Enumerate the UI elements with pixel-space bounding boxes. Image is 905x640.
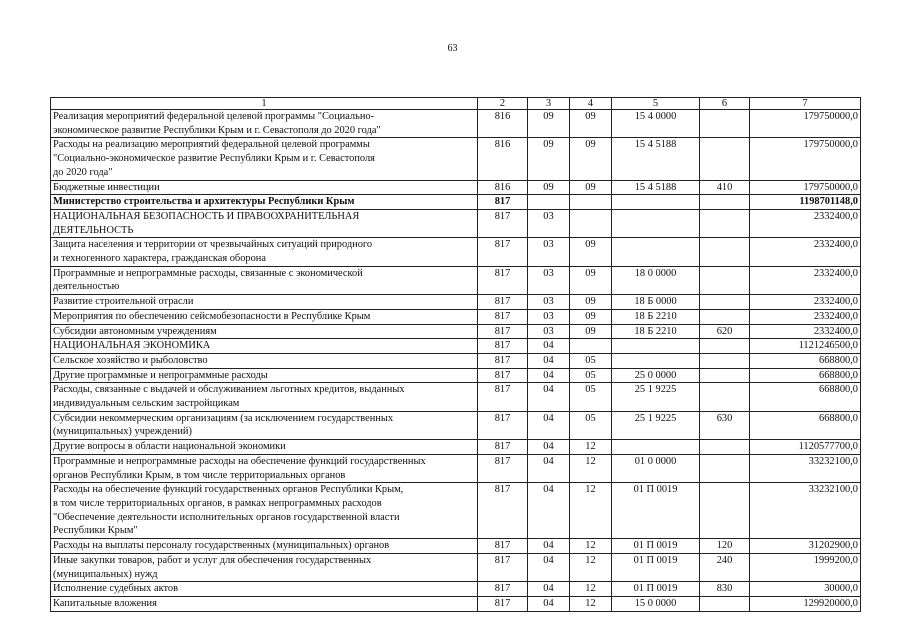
row-section-cell: 04 xyxy=(528,539,570,554)
row-target-cell: 18 Б 0000 xyxy=(612,295,700,310)
table-row xyxy=(51,339,861,354)
row-section-cell: 04 xyxy=(528,440,570,455)
row-target-cell xyxy=(612,353,700,368)
row-amount-cell: 2332400,0 xyxy=(750,295,861,310)
row-expense-type-cell: 630 xyxy=(700,411,750,439)
row-subsection-cell: 12 xyxy=(570,596,612,611)
table-row xyxy=(51,483,861,539)
row-subsection-cell: 09 xyxy=(570,138,612,180)
row-subsection-cell: 09 xyxy=(570,324,612,339)
row-expense-type-cell xyxy=(700,454,750,482)
row-amount-cell: 30000,0 xyxy=(750,582,861,597)
row-code-cell: 817 xyxy=(478,266,528,294)
row-name-cell: Расходы, связанные с выдачей и обслуживанием льготных кредитов, выданных индивидуальным сельским застройщикам xyxy=(51,383,478,411)
row-amount-cell: 33232100,0 xyxy=(750,454,861,482)
row-expense-type-cell: 410 xyxy=(700,180,750,195)
row-target-cell: 01 П 0019 xyxy=(612,553,700,581)
row-section-cell: 04 xyxy=(528,368,570,383)
row-name-cell: Субсидии автономным учреждениям xyxy=(51,324,478,339)
row-name-cell: Мероприятия по обеспечению сейсмобезопасности в Республике Крым xyxy=(51,309,478,324)
table-row xyxy=(51,411,861,439)
row-amount-cell: 179750000,0 xyxy=(750,180,861,195)
row-amount-cell: 1120577700,0 xyxy=(750,440,861,455)
row-expense-type-cell xyxy=(700,138,750,180)
table-row xyxy=(51,383,861,411)
row-expense-type-cell xyxy=(700,440,750,455)
row-section-cell: 03 xyxy=(528,266,570,294)
row-expense-type-cell xyxy=(700,209,750,237)
row-section-cell: 04 xyxy=(528,582,570,597)
row-code-cell: 817 xyxy=(478,553,528,581)
row-subsection-cell: 12 xyxy=(570,582,612,597)
row-target-cell xyxy=(612,209,700,237)
row-section-cell: 04 xyxy=(528,383,570,411)
row-amount-cell: 668800,0 xyxy=(750,368,861,383)
row-name-cell: Субсидии некоммерческим организациям (за исключением государственных (муниципальных) учреждений) xyxy=(51,411,478,439)
row-section-cell: 09 xyxy=(528,110,570,138)
row-name-cell: Министерство строительства и архитектуры Республики Крым xyxy=(51,195,478,210)
row-target-cell: 25 1 9225 xyxy=(612,411,700,439)
row-name-cell: Другие программные и непрограммные расходы xyxy=(51,368,478,383)
row-name-cell: Исполнение судебных актов xyxy=(51,582,478,597)
header-cell: 3 xyxy=(528,98,570,110)
row-target-cell: 15 4 5188 xyxy=(612,180,700,195)
row-code-cell: 817 xyxy=(478,454,528,482)
table-row xyxy=(51,368,861,383)
row-code-cell: 817 xyxy=(478,238,528,266)
row-subsection-cell: 09 xyxy=(570,110,612,138)
row-name-cell: НАЦИОНАЛЬНАЯ ЭКОНОМИКА xyxy=(51,339,478,354)
table-row xyxy=(51,195,861,210)
row-subsection-cell: 05 xyxy=(570,383,612,411)
row-expense-type-cell: 240 xyxy=(700,553,750,581)
row-code-cell: 817 xyxy=(478,582,528,597)
row-subsection-cell: 12 xyxy=(570,454,612,482)
row-name-cell: НАЦИОНАЛЬНАЯ БЕЗОПАСНОСТЬ И ПРАВООХРАНИТЕЛЬНАЯ ДЕЯТЕЛЬНОСТЬ xyxy=(51,209,478,237)
row-target-cell xyxy=(612,238,700,266)
row-target-cell: 01 П 0019 xyxy=(612,582,700,597)
row-subsection-cell: 05 xyxy=(570,411,612,439)
row-expense-type-cell xyxy=(700,339,750,354)
table-row xyxy=(51,180,861,195)
row-amount-cell: 2332400,0 xyxy=(750,238,861,266)
row-subsection-cell xyxy=(570,339,612,354)
row-expense-type-cell: 120 xyxy=(700,539,750,554)
row-target-cell: 15 0 0000 xyxy=(612,596,700,611)
row-expense-type-cell xyxy=(700,295,750,310)
table-row xyxy=(51,553,861,581)
row-target-cell: 01 П 0019 xyxy=(612,539,700,554)
row-code-cell: 816 xyxy=(478,138,528,180)
row-target-cell: 25 1 9225 xyxy=(612,383,700,411)
row-expense-type-cell xyxy=(700,266,750,294)
row-code-cell: 817 xyxy=(478,309,528,324)
row-target-cell: 18 Б 2210 xyxy=(612,324,700,339)
row-amount-cell: 1999200,0 xyxy=(750,553,861,581)
row-amount-cell: 179750000,0 xyxy=(750,138,861,180)
row-section-cell: 09 xyxy=(528,180,570,195)
row-section-cell: 04 xyxy=(528,454,570,482)
table-row xyxy=(51,266,861,294)
table-row xyxy=(51,596,861,611)
table-row xyxy=(51,295,861,310)
table-row xyxy=(51,582,861,597)
row-section-cell: 04 xyxy=(528,411,570,439)
row-subsection-cell: 09 xyxy=(570,295,612,310)
table-row xyxy=(51,138,861,180)
row-target-cell: 15 4 0000 xyxy=(612,110,700,138)
row-amount-cell: 179750000,0 xyxy=(750,110,861,138)
row-amount-cell: 668800,0 xyxy=(750,411,861,439)
row-section-cell: 03 xyxy=(528,324,570,339)
row-expense-type-cell xyxy=(700,383,750,411)
row-code-cell: 817 xyxy=(478,195,528,210)
row-code-cell: 817 xyxy=(478,339,528,354)
row-name-cell: Капитальные вложения xyxy=(51,596,478,611)
row-name-cell: Развитие строительной отрасли xyxy=(51,295,478,310)
row-target-cell xyxy=(612,195,700,210)
row-code-cell: 817 xyxy=(478,483,528,539)
row-amount-cell: 2332400,0 xyxy=(750,324,861,339)
row-subsection-cell: 09 xyxy=(570,266,612,294)
header-cell: 5 xyxy=(612,98,700,110)
row-amount-cell: 668800,0 xyxy=(750,353,861,368)
header-row xyxy=(51,98,861,110)
row-target-cell: 18 Б 2210 xyxy=(612,309,700,324)
table-row xyxy=(51,440,861,455)
row-target-cell xyxy=(612,339,700,354)
row-subsection-cell: 09 xyxy=(570,238,612,266)
row-subsection-cell: 05 xyxy=(570,368,612,383)
row-section-cell: 03 xyxy=(528,238,570,266)
header-cell: 2 xyxy=(478,98,528,110)
row-section-cell: 03 xyxy=(528,209,570,237)
row-subsection-cell: 09 xyxy=(570,309,612,324)
row-name-cell: Расходы на обеспечение функций государственных органов Республики Крым, в том числе территориальных органов, в рамках непрограммных расходов "Обеспечение деятельности исполнительных органов государственной власти Республики Крым" xyxy=(51,483,478,539)
row-expense-type-cell xyxy=(700,353,750,368)
row-subsection-cell: 05 xyxy=(570,353,612,368)
row-amount-cell: 31202900,0 xyxy=(750,539,861,554)
row-expense-type-cell xyxy=(700,195,750,210)
table-row xyxy=(51,353,861,368)
row-section-cell: 04 xyxy=(528,553,570,581)
row-name-cell: Бюджетные инвестиции xyxy=(51,180,478,195)
row-expense-type-cell xyxy=(700,110,750,138)
row-section-cell: 04 xyxy=(528,339,570,354)
row-target-cell: 18 0 0000 xyxy=(612,266,700,294)
row-expense-type-cell xyxy=(700,483,750,539)
row-expense-type-cell xyxy=(700,309,750,324)
row-code-cell: 817 xyxy=(478,383,528,411)
row-name-cell: Защита населения и территории от чрезвычайных ситуаций природного и техногенного характера, гражданская оборона xyxy=(51,238,478,266)
row-code-cell: 817 xyxy=(478,209,528,237)
row-expense-type-cell xyxy=(700,238,750,266)
row-code-cell: 817 xyxy=(478,295,528,310)
row-section-cell: 04 xyxy=(528,353,570,368)
row-expense-type-cell xyxy=(700,368,750,383)
row-section-cell: 04 xyxy=(528,596,570,611)
row-section-cell: 09 xyxy=(528,138,570,180)
page-number: 63 xyxy=(447,43,458,54)
row-section-cell xyxy=(528,195,570,210)
header-cell: 4 xyxy=(570,98,612,110)
row-amount-cell: 668800,0 xyxy=(750,383,861,411)
row-name-cell: Расходы на реализацию мероприятий федеральной целевой программы "Социально-экономическое развитие Республики Крым и г. Севастополя до 2020 года" xyxy=(51,138,478,180)
header-cell: 1 xyxy=(51,98,478,110)
row-expense-type-cell xyxy=(700,596,750,611)
row-code-cell: 816 xyxy=(478,110,528,138)
row-code-cell: 817 xyxy=(478,411,528,439)
row-subsection-cell xyxy=(570,209,612,237)
row-amount-cell: 1121246500,0 xyxy=(750,339,861,354)
row-section-cell: 03 xyxy=(528,309,570,324)
row-target-cell xyxy=(612,440,700,455)
row-name-cell: Реализация мероприятий федеральной целевой программы "Социально- экономическое развитие Республики Крым и г. Севастополя до 2020 года" xyxy=(51,110,478,138)
table-row xyxy=(51,324,861,339)
row-name-cell: Другие вопросы в области национальной экономики xyxy=(51,440,478,455)
row-subsection-cell: 12 xyxy=(570,483,612,539)
row-code-cell: 817 xyxy=(478,353,528,368)
table-row xyxy=(51,454,861,482)
row-name-cell: Сельское хозяйство и рыболовство xyxy=(51,353,478,368)
row-name-cell: Программные и непрограммные расходы, связанные с экономической деятельностью xyxy=(51,266,478,294)
row-amount-cell: 2332400,0 xyxy=(750,266,861,294)
row-section-cell: 04 xyxy=(528,483,570,539)
table-row xyxy=(51,309,861,324)
row-subsection-cell: 09 xyxy=(570,180,612,195)
row-amount-cell: 2332400,0 xyxy=(750,309,861,324)
row-subsection-cell: 12 xyxy=(570,553,612,581)
row-name-cell: Иные закупки товаров, работ и услуг для обеспечения государственных (муниципальных) нужд xyxy=(51,553,478,581)
row-expense-type-cell: 830 xyxy=(700,582,750,597)
row-target-cell: 01 0 0000 xyxy=(612,454,700,482)
row-amount-cell: 129920000,0 xyxy=(750,596,861,611)
table-row xyxy=(51,110,861,138)
row-amount-cell: 1198701148,0 xyxy=(750,195,861,210)
row-amount-cell: 2332400,0 xyxy=(750,209,861,237)
row-section-cell: 03 xyxy=(528,295,570,310)
row-subsection-cell: 12 xyxy=(570,539,612,554)
row-code-cell: 816 xyxy=(478,180,528,195)
header-cell: 7 xyxy=(750,98,861,110)
row-subsection-cell: 12 xyxy=(570,440,612,455)
row-code-cell: 817 xyxy=(478,539,528,554)
table-row xyxy=(51,238,861,266)
row-code-cell: 817 xyxy=(478,324,528,339)
row-subsection-cell xyxy=(570,195,612,210)
row-amount-cell: 33232100,0 xyxy=(750,483,861,539)
row-target-cell: 01 П 0019 xyxy=(612,483,700,539)
row-code-cell: 817 xyxy=(478,440,528,455)
header-cell: 6 xyxy=(700,98,750,110)
row-expense-type-cell: 620 xyxy=(700,324,750,339)
row-target-cell: 25 0 0000 xyxy=(612,368,700,383)
table-row xyxy=(51,539,861,554)
budget-table xyxy=(50,97,861,612)
row-code-cell: 817 xyxy=(478,368,528,383)
row-target-cell: 15 4 5188 xyxy=(612,138,700,180)
table-row xyxy=(51,209,861,237)
row-name-cell: Расходы на выплаты персоналу государственных (муниципальных) органов xyxy=(51,539,478,554)
row-code-cell: 817 xyxy=(478,596,528,611)
row-name-cell: Программные и непрограммные расходы на обеспечение функций государственных органов Республики Крым, в том числе территориальных органов xyxy=(51,454,478,482)
